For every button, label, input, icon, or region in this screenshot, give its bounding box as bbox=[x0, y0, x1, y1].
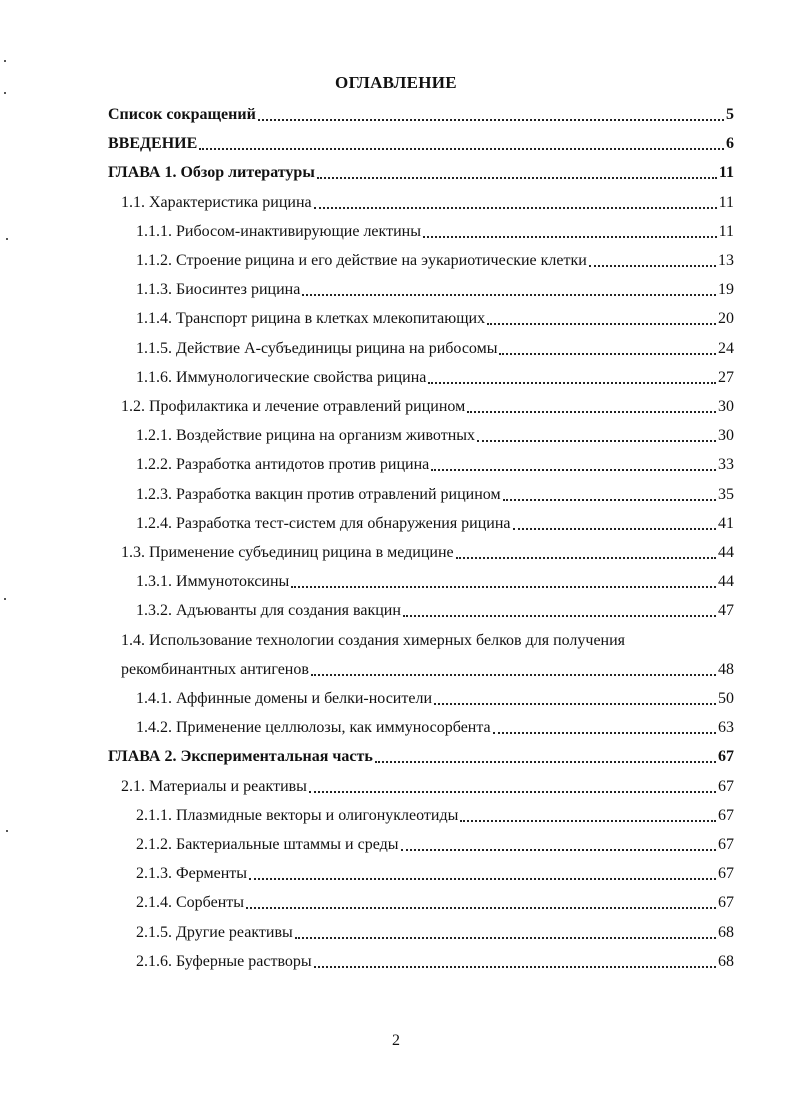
toc-entry-text: Список сокращений bbox=[108, 106, 256, 123]
toc-entry[interactable] bbox=[136, 709, 734, 738]
toc-entry-page: 19 bbox=[718, 281, 734, 298]
toc-entry-page: 30 bbox=[718, 427, 734, 444]
toc-entry[interactable] bbox=[136, 680, 734, 709]
toc-entry-text: 1.1.1. Рибосом-инактивирующие лектины bbox=[136, 223, 421, 240]
toc-entry[interactable] bbox=[108, 96, 734, 125]
toc-entry-text: 2.1.4. Сорбенты bbox=[136, 894, 245, 911]
toc-entry-page: 24 bbox=[718, 340, 734, 357]
toc-entry-page: 50 bbox=[718, 690, 734, 707]
toc-entry[interactable] bbox=[108, 125, 734, 154]
toc-entry-page: 48 bbox=[718, 661, 734, 678]
toc-entry[interactable] bbox=[136, 476, 734, 505]
toc-entry-text: 1.1. Характеристика рицина bbox=[121, 194, 312, 211]
toc-entry-page: 41 bbox=[718, 515, 734, 532]
toc-entry-page: 20 bbox=[718, 310, 734, 327]
toc-entry-text: 1.3.1. Иммунотоксины bbox=[136, 573, 290, 590]
toc-entry-text: 2.1.3. Ферменты bbox=[136, 865, 248, 882]
dot-leader bbox=[199, 136, 724, 150]
toc-entry-page: 67 bbox=[718, 836, 734, 853]
dot-leader bbox=[589, 253, 716, 267]
toc-entry-text: 2.1.6. Буферные растворы bbox=[136, 953, 312, 970]
toc-entry-page: 11 bbox=[718, 223, 734, 240]
toc-entry-page: 6 bbox=[726, 135, 734, 152]
toc-entry-page: 44 bbox=[718, 544, 734, 561]
toc-entry-text: 2.1.5. Другие реактивы bbox=[136, 924, 293, 941]
dot-leader bbox=[467, 399, 716, 413]
toc-entry-page: 30 bbox=[718, 398, 734, 415]
dot-leader bbox=[291, 574, 716, 588]
toc-entry-text: 2.1. Материалы и реактивы bbox=[121, 778, 307, 795]
toc-entry[interactable] bbox=[136, 943, 734, 972]
toc-entry-page: 67 bbox=[718, 865, 734, 882]
toc-entry[interactable] bbox=[136, 797, 734, 826]
dot-leader bbox=[403, 603, 716, 617]
dot-leader bbox=[460, 808, 716, 822]
toc-entry-text: ГЛАВА 2. Экспериментальная часть bbox=[108, 748, 373, 765]
dot-leader bbox=[434, 691, 716, 705]
toc-entry[interactable] bbox=[136, 213, 734, 242]
page-number: 2 bbox=[392, 1032, 400, 1049]
toc-entry-text: 1.1.6. Иммунологические свойства рицина bbox=[136, 369, 427, 386]
toc-entry-text: 1.4.2. Применение целлюлозы, как иммуносорбента bbox=[136, 719, 491, 736]
toc-entry[interactable] bbox=[136, 592, 734, 621]
toc-entry-text: рекомбинантных антигенов bbox=[121, 661, 309, 678]
toc-entry-page: 67 bbox=[718, 748, 734, 765]
toc-entry[interactable] bbox=[108, 154, 734, 183]
dot-leader bbox=[249, 866, 716, 880]
toc-entry-page: 27 bbox=[718, 369, 734, 386]
toc-entry-page: 44 bbox=[718, 573, 734, 590]
toc-entry-text: 1.1.3. Биосинтез рицина bbox=[136, 281, 301, 298]
dot-leader bbox=[431, 457, 716, 471]
dot-leader bbox=[246, 895, 716, 909]
toc-entry-text: 1.1.2. Строение рицина и его действие на эукариотические клетки bbox=[136, 252, 587, 269]
toc-entry-page: 67 bbox=[718, 778, 734, 795]
toc-entry-page: 68 bbox=[718, 924, 734, 941]
toc-entry[interactable] bbox=[121, 768, 734, 797]
toc-entry[interactable] bbox=[121, 184, 734, 213]
toc-entry[interactable] bbox=[136, 271, 734, 300]
toc-entry[interactable] bbox=[121, 534, 734, 563]
toc-entry[interactable] bbox=[136, 914, 734, 943]
toc-entry-page: 5 bbox=[726, 106, 734, 123]
toc-entry[interactable] bbox=[136, 300, 734, 329]
dot-leader bbox=[428, 370, 716, 384]
toc-entry-text: 1.2.3. Разработка вакцин против отравлений рицином bbox=[136, 486, 501, 503]
toc-entry[interactable] bbox=[136, 417, 734, 446]
toc-entry[interactable] bbox=[136, 884, 734, 913]
toc-entry[interactable] bbox=[136, 330, 734, 359]
toc-entry[interactable] bbox=[136, 505, 734, 534]
toc-entry-page: 67 bbox=[718, 807, 734, 824]
toc-entry-page: 47 bbox=[718, 602, 734, 619]
dot-leader bbox=[258, 107, 724, 121]
toc-entry[interactable] bbox=[136, 446, 734, 475]
toc-entry[interactable] bbox=[136, 563, 734, 592]
dot-leader bbox=[302, 282, 716, 296]
toc-entry[interactable] bbox=[136, 826, 734, 855]
dot-leader bbox=[295, 925, 716, 939]
dot-leader bbox=[456, 545, 716, 559]
dot-leader bbox=[314, 954, 716, 968]
dot-leader bbox=[423, 224, 717, 238]
dot-leader bbox=[317, 165, 717, 179]
toc-entry[interactable] bbox=[121, 651, 734, 680]
dot-leader bbox=[487, 311, 716, 325]
toc-entry[interactable] bbox=[136, 242, 734, 271]
scan-speck bbox=[6, 238, 8, 240]
toc-entry-text: 1.2. Профилактика и лечение отравлений рицином bbox=[121, 398, 466, 415]
scan-speck bbox=[4, 60, 6, 62]
toc-entry-text: 1.4.1. Аффинные домены и белки-носители bbox=[136, 690, 433, 707]
toc-entry-page: 11 bbox=[718, 194, 734, 211]
toc-entry[interactable] bbox=[108, 738, 734, 767]
toc-entry-text: ГЛАВА 1. Обзор литературы bbox=[108, 164, 315, 181]
toc-entry-text: 2.1.2. Бактериальные штаммы и среды bbox=[136, 836, 399, 853]
toc-entry-page: 63 bbox=[718, 719, 734, 736]
toc-entry-page: 68 bbox=[718, 953, 734, 970]
toc-entry[interactable] bbox=[121, 388, 734, 417]
dot-leader bbox=[493, 720, 716, 734]
toc-entry-text: 1.2.2. Разработка антидотов против рицина bbox=[136, 456, 430, 473]
toc-entry-page: 67 bbox=[718, 894, 734, 911]
toc-entry-text: 1.3.2. Адъюванты для создания вакцин bbox=[136, 602, 401, 619]
dot-leader bbox=[401, 837, 717, 851]
toc-entry-page: 33 bbox=[718, 456, 734, 473]
toc-entry-text: 2.1.1. Плазмидные векторы и олигонуклеотиды bbox=[136, 807, 459, 824]
toc-entry-page: 35 bbox=[718, 486, 734, 503]
toc-entry-text: 1.1.5. Действие А-субъединицы рицина на рибосомы bbox=[136, 340, 498, 357]
toc-entry-text: 1.2.1. Воздействие рицина на организм животных bbox=[136, 427, 475, 444]
scan-speck bbox=[4, 92, 6, 94]
dot-leader bbox=[503, 487, 716, 501]
toc-entry[interactable] bbox=[136, 359, 734, 388]
toc-entry[interactable] bbox=[136, 855, 734, 884]
dot-leader bbox=[499, 341, 716, 355]
dot-leader bbox=[375, 749, 716, 763]
dot-leader bbox=[314, 195, 717, 209]
toc-entry-text: 1.3. Применение субъединиц рицина в медицине bbox=[121, 544, 454, 561]
toc-entry-page: 11 bbox=[718, 164, 734, 181]
dot-leader bbox=[513, 516, 716, 530]
dot-leader bbox=[477, 428, 716, 442]
scan-speck bbox=[4, 598, 6, 600]
page-title: ОГЛАВЛЕНИЕ bbox=[335, 73, 457, 92]
toc-entry-text: 1.4. Использование технологии создания химерных белков для получения bbox=[121, 632, 626, 649]
toc-entry-text: 1.1.4. Транспорт рицина в клетках млекопитающих bbox=[136, 310, 486, 327]
dot-leader bbox=[309, 779, 716, 793]
toc-entry-page: 13 bbox=[718, 252, 734, 269]
toc-entry-text: ВВЕДЕНИЕ bbox=[108, 135, 198, 152]
scan-speck bbox=[6, 830, 8, 832]
toc-entry-text: 1.2.4. Разработка тест-систем для обнаружения рицина bbox=[136, 515, 511, 532]
dot-leader bbox=[311, 662, 716, 676]
